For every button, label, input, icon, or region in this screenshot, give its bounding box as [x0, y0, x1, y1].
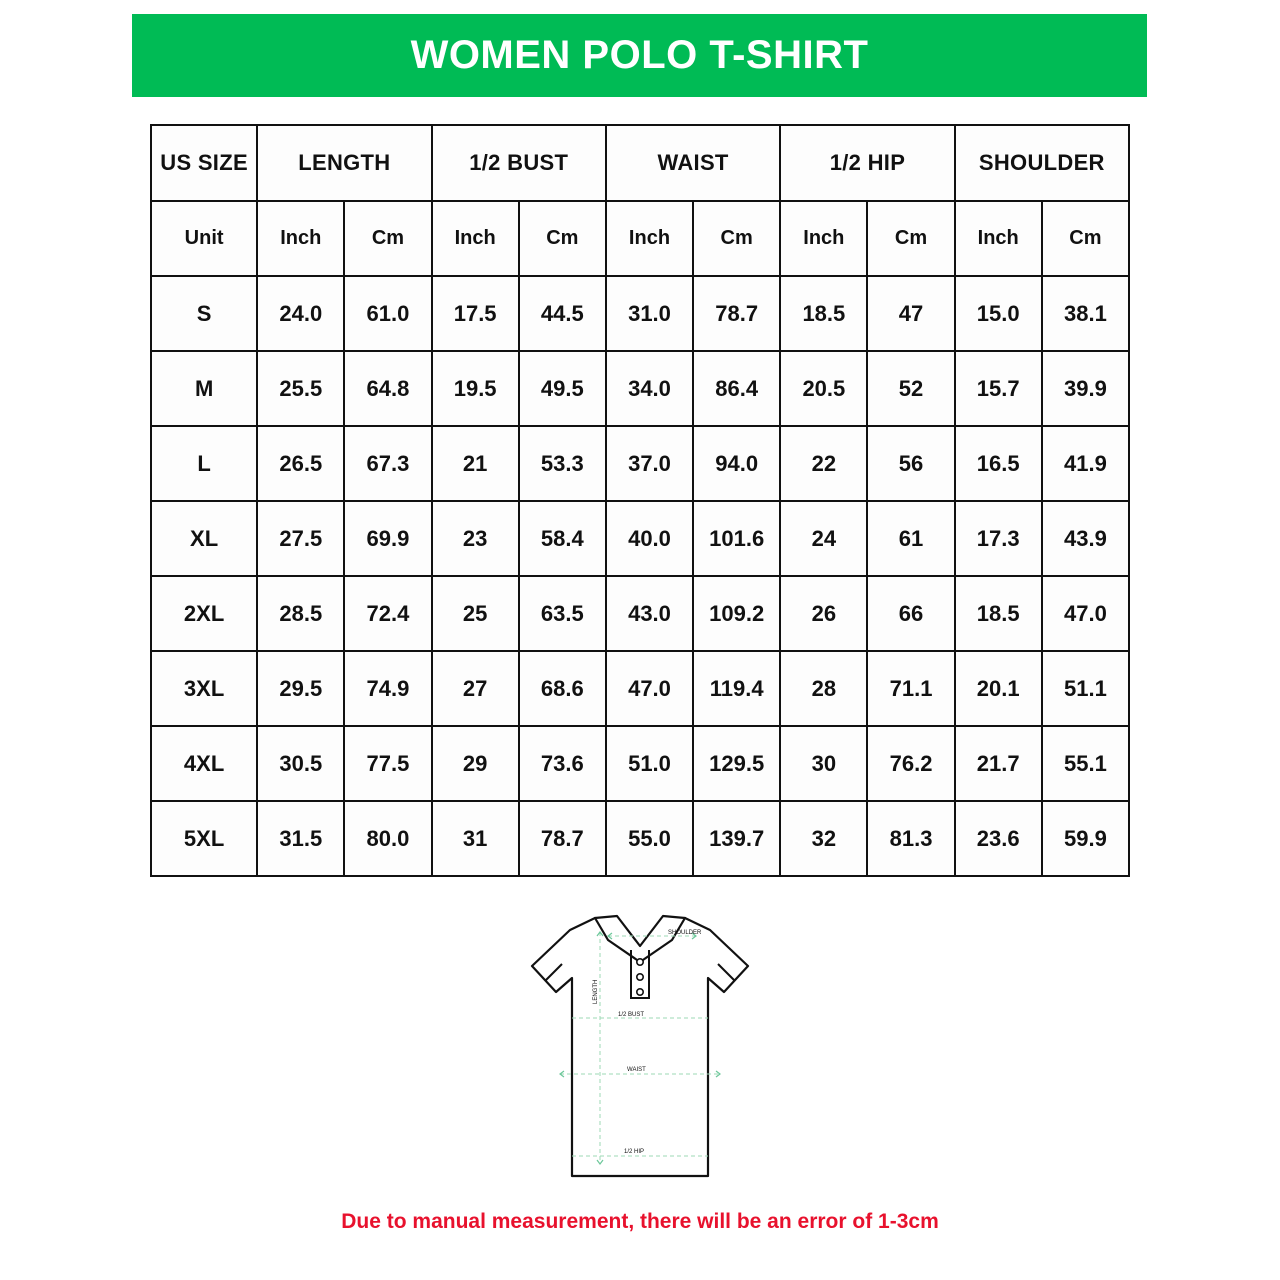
row-size-label: XL — [151, 501, 257, 576]
cell-value: 55.1 — [1042, 726, 1129, 801]
cell-value: 17.3 — [955, 501, 1042, 576]
cell-value: 34.0 — [606, 351, 693, 426]
cell-value: 27.5 — [257, 501, 344, 576]
unit-cell: Cm — [344, 201, 431, 276]
cell-value: 47.0 — [606, 651, 693, 726]
row-size-label: L — [151, 426, 257, 501]
unit-cell: Cm — [519, 201, 606, 276]
unit-cell: Inch — [257, 201, 344, 276]
row-size-label: 3XL — [151, 651, 257, 726]
page-title: WOMEN POLO T-SHIRT — [410, 33, 869, 77]
cell-value: 119.4 — [693, 651, 780, 726]
header-banner — [132, 14, 1147, 97]
cell-value: 52 — [867, 351, 954, 426]
cell-value: 81.3 — [867, 801, 954, 876]
button-icon — [637, 989, 643, 995]
cell-value: 55.0 — [606, 801, 693, 876]
table-row — [151, 801, 1129, 876]
cell-value: 78.7 — [519, 801, 606, 876]
button-icon — [637, 974, 643, 980]
row-size-label: M — [151, 351, 257, 426]
size-table — [150, 124, 1130, 877]
cell-value: 49.5 — [519, 351, 606, 426]
cell-value: 26.5 — [257, 426, 344, 501]
cell-value: 64.8 — [344, 351, 431, 426]
label-half-hip: 1/2 HIP — [624, 1149, 645, 1155]
polo-shirt-illustration — [500, 888, 780, 1188]
cell-value: 31.0 — [606, 276, 693, 351]
cell-value: 24 — [780, 501, 867, 576]
unit-header-row — [151, 201, 1129, 276]
cell-value: 29 — [432, 726, 519, 801]
cell-value: 139.7 — [693, 801, 780, 876]
cell-value: 58.4 — [519, 501, 606, 576]
cell-value: 72.4 — [344, 576, 431, 651]
cell-value: 73.6 — [519, 726, 606, 801]
cell-value: 26 — [780, 576, 867, 651]
cell-value: 18.5 — [955, 576, 1042, 651]
cell-value: 37.0 — [606, 426, 693, 501]
table-row — [151, 576, 1129, 651]
cell-value: 20.1 — [955, 651, 1042, 726]
cell-value: 21 — [432, 426, 519, 501]
cell-value: 101.6 — [693, 501, 780, 576]
cell-value: 38.1 — [1042, 276, 1129, 351]
column-header-shoulder: SHOULDER — [955, 125, 1129, 201]
cell-value: 40.0 — [606, 501, 693, 576]
cell-value: 109.2 — [693, 576, 780, 651]
column-header-waist: WAIST — [606, 125, 780, 201]
cell-value: 77.5 — [344, 726, 431, 801]
cell-value: 29.5 — [257, 651, 344, 726]
cell-value: 78.7 — [693, 276, 780, 351]
cell-value: 28.5 — [257, 576, 344, 651]
cell-value: 44.5 — [519, 276, 606, 351]
cell-value: 25.5 — [257, 351, 344, 426]
cell-value: 66 — [867, 576, 954, 651]
table-row — [151, 276, 1129, 351]
cell-value: 31.5 — [257, 801, 344, 876]
column-header-half-hip: 1/2 HIP — [780, 125, 954, 201]
cell-value: 22 — [780, 426, 867, 501]
cell-value: 15.0 — [955, 276, 1042, 351]
button-icon — [637, 959, 643, 965]
cell-value: 23.6 — [955, 801, 1042, 876]
table-head — [151, 125, 1129, 276]
cell-value: 80.0 — [344, 801, 431, 876]
cell-value: 16.5 — [955, 426, 1042, 501]
column-header-us-size: US SIZE — [151, 125, 257, 201]
cell-value: 53.3 — [519, 426, 606, 501]
cell-value: 61 — [867, 501, 954, 576]
size-table-container — [150, 124, 1130, 877]
cell-value: 20.5 — [780, 351, 867, 426]
unit-cell: Inch — [432, 201, 519, 276]
label-length: LENGTH — [593, 979, 599, 1004]
cell-value: 15.7 — [955, 351, 1042, 426]
cell-value: 68.6 — [519, 651, 606, 726]
label-waist: WAIST — [627, 1067, 646, 1073]
table-body — [151, 276, 1129, 876]
table-row — [151, 426, 1129, 501]
cell-value: 67.3 — [344, 426, 431, 501]
cell-value: 56 — [867, 426, 954, 501]
label-shoulder: SHOULDER — [668, 930, 702, 936]
measurement-diagram — [0, 888, 1280, 1198]
cell-value: 25 — [432, 576, 519, 651]
group-header-row — [151, 125, 1129, 201]
cell-value: 39.9 — [1042, 351, 1129, 426]
cell-value: 47.0 — [1042, 576, 1129, 651]
cell-value: 31 — [432, 801, 519, 876]
cell-value: 59.9 — [1042, 801, 1129, 876]
label-half-bust: 1/2 BUST — [618, 1012, 645, 1018]
cell-value: 74.9 — [344, 651, 431, 726]
unit-cell: Inch — [606, 201, 693, 276]
table-row — [151, 351, 1129, 426]
cell-value: 69.9 — [344, 501, 431, 576]
unit-cell: Inch — [780, 201, 867, 276]
cell-value: 24.0 — [257, 276, 344, 351]
column-header-half-bust: 1/2 BUST — [432, 125, 606, 201]
measurement-disclaimer: Due to manual measurement, there will be an error of 1-3cm — [341, 1210, 939, 1233]
cell-value: 129.5 — [693, 726, 780, 801]
row-size-label: 2XL — [151, 576, 257, 651]
cell-value: 21.7 — [955, 726, 1042, 801]
cell-value: 43.0 — [606, 576, 693, 651]
unit-cell: Cm — [693, 201, 780, 276]
cell-value: 51.0 — [606, 726, 693, 801]
table-row — [151, 501, 1129, 576]
table-row — [151, 726, 1129, 801]
unit-cell: Inch — [955, 201, 1042, 276]
table-row — [151, 651, 1129, 726]
cell-value: 30.5 — [257, 726, 344, 801]
row-size-label: 4XL — [151, 726, 257, 801]
cell-value: 27 — [432, 651, 519, 726]
cell-value: 86.4 — [693, 351, 780, 426]
cell-value: 43.9 — [1042, 501, 1129, 576]
unit-label: Unit — [151, 201, 257, 276]
unit-cell: Cm — [1042, 201, 1129, 276]
cell-value: 71.1 — [867, 651, 954, 726]
cell-value: 23 — [432, 501, 519, 576]
cell-value: 18.5 — [780, 276, 867, 351]
cell-value: 17.5 — [432, 276, 519, 351]
cell-value: 28 — [780, 651, 867, 726]
cell-value: 51.1 — [1042, 651, 1129, 726]
cell-value: 94.0 — [693, 426, 780, 501]
cell-value: 41.9 — [1042, 426, 1129, 501]
unit-cell: Cm — [867, 201, 954, 276]
cell-value: 76.2 — [867, 726, 954, 801]
cell-value: 30 — [780, 726, 867, 801]
cell-value: 32 — [780, 801, 867, 876]
cell-value: 19.5 — [432, 351, 519, 426]
column-header-length: LENGTH — [257, 125, 431, 201]
cell-value: 63.5 — [519, 576, 606, 651]
cell-value: 61.0 — [344, 276, 431, 351]
row-size-label: S — [151, 276, 257, 351]
cell-value: 47 — [867, 276, 954, 351]
row-size-label: 5XL — [151, 801, 257, 876]
